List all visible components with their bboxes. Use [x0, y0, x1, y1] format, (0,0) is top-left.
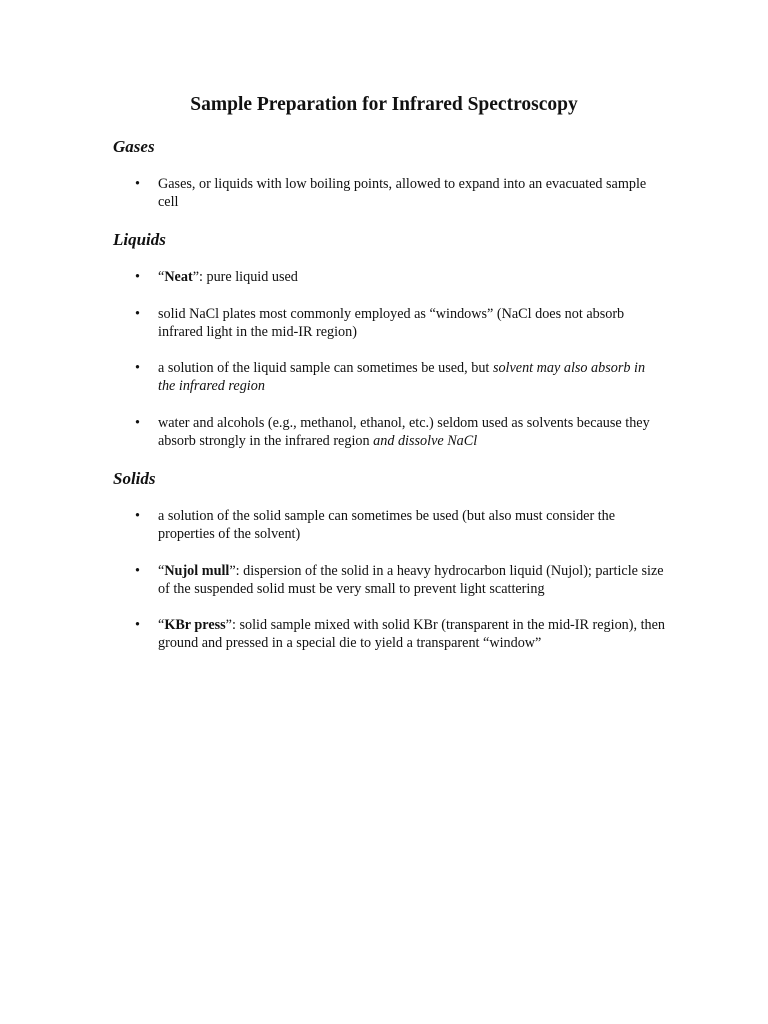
list-item-italic: and dissolve NaCl: [373, 433, 478, 449]
list-item-text: [158, 616, 665, 652]
bullet-icon: •: [135, 563, 140, 579]
bullet-icon: •: [135, 269, 140, 285]
bullet-icon: •: [135, 176, 140, 192]
open-quote: “: [158, 563, 165, 579]
list-item-text: [158, 359, 665, 395]
list-item-plain: water and alcohols (e.g., methanol, ethanol, etc.) seldom used as solvents because they absorb strongly in the infrared region: [158, 415, 650, 449]
section-heading-liquids: Liquids: [113, 230, 166, 249]
section-heading-gases: Gases: [113, 137, 155, 156]
list-item: [135, 305, 665, 341]
list-item-rest: ”: dispersion of the solid in a heavy hydrocarbon liquid (Nujol); particle size of the suspended solid must be very small to prevent light scattering: [158, 563, 664, 597]
open-quote: “: [158, 617, 165, 633]
list-item-text: solid NaCl plates most commonly employed as “windows” (NaCl does not absorb infrared light in the mid-IR region): [158, 306, 625, 340]
list-item-text: [158, 414, 665, 450]
list-item-text: [158, 562, 665, 598]
bullet-icon: •: [135, 508, 140, 524]
bullet-icon: •: [135, 306, 140, 322]
open-quote: “: [158, 269, 165, 285]
list-item: [135, 562, 665, 598]
term-bold: KBr press: [164, 617, 226, 633]
term-bold: Nujol mull: [164, 563, 230, 579]
list-item-plain: a solution of the liquid sample can sometimes be used, but: [158, 360, 493, 376]
list-item: [135, 507, 665, 543]
bullet-icon: •: [135, 617, 140, 633]
list-item: [135, 359, 665, 395]
list-item-rest: ”: pure liquid used: [192, 269, 298, 285]
list-item-text: [158, 268, 665, 286]
list-item-text: Gases, or liquids with low boiling points, allowed to expand into an evacuated sample cell: [158, 176, 647, 210]
list-item-rest: ”: solid sample mixed with solid KBr (transparent in the mid-IR region), then ground and pressed in a special die to yield a transparent “window”: [158, 617, 666, 651]
list-item-italic: solvent may also absorb in the infrared region: [158, 360, 646, 394]
list-item: [135, 175, 665, 211]
bullet-icon: •: [135, 360, 140, 376]
list-item: [135, 414, 665, 450]
list-item: [135, 268, 665, 286]
list-item-text: a solution of the solid sample can sometimes be used (but also must consider the properties of the solvent): [158, 508, 616, 542]
page-title: Sample Preparation for Infrared Spectroscopy: [190, 94, 578, 115]
bullet-icon: •: [135, 415, 140, 431]
section-heading-solids: Solids: [113, 469, 156, 488]
term-bold: Neat: [164, 269, 193, 285]
list-item: [135, 616, 665, 652]
